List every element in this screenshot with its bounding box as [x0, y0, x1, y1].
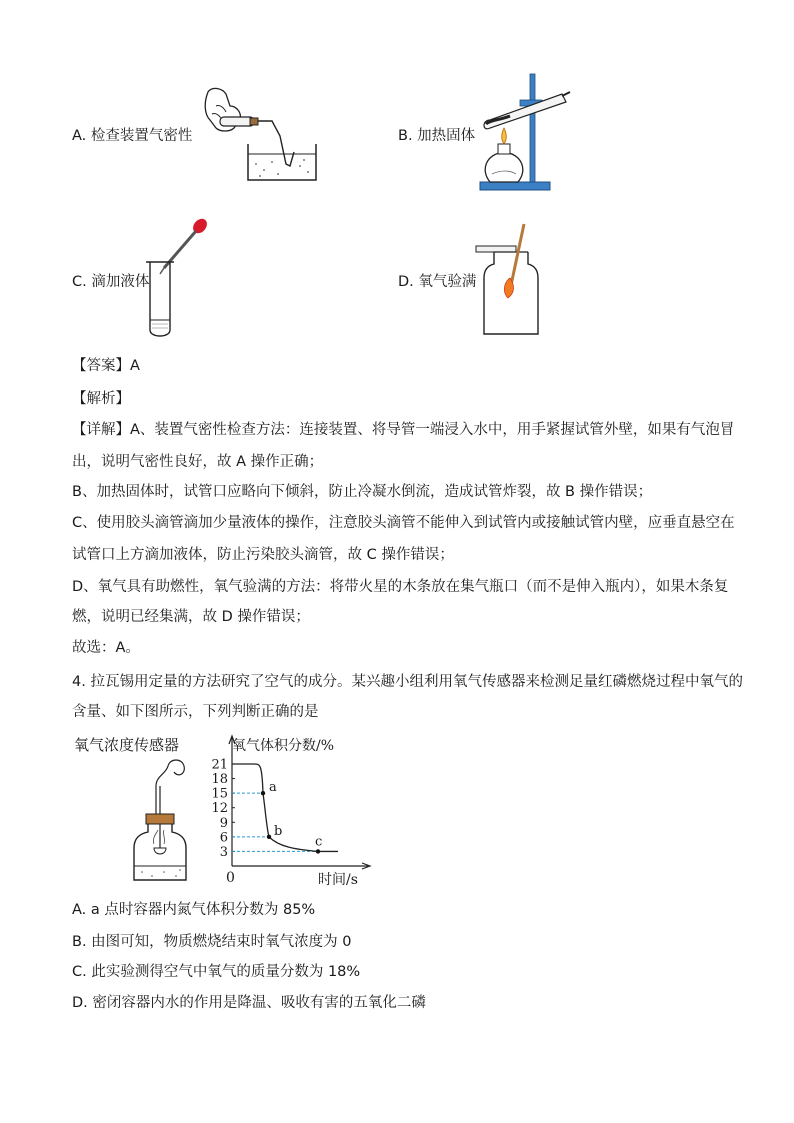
- y-tick-label: 12: [211, 801, 228, 817]
- point-label: b: [274, 823, 283, 839]
- y-tick-label: 3: [219, 844, 228, 860]
- heating-solid-illustration: [470, 70, 580, 198]
- q4-option-b: B. 由图可知，物质燃烧结束时氧气浓度为 0: [72, 934, 352, 950]
- sensor-bottle-illustration: [128, 756, 198, 886]
- question-4-stem-continued: 含量、如下图所示，下列判断正确的是: [72, 704, 319, 720]
- explanation-line: 燃，说明已经集满，故 D 操作错误；: [72, 609, 310, 625]
- x-axis-label: 时间/s: [318, 872, 358, 888]
- explanation-line: C、使用胶头滴管滴加少量液体的操作，注意胶头滴管不能伸入到试管内或接触试管内壁，应垂直悬空在: [72, 515, 735, 531]
- y-tick-label: 21: [211, 757, 228, 773]
- data-point: [261, 791, 265, 795]
- y-tick-label: 15: [211, 786, 228, 802]
- option-c-label: C. 滴加液体: [72, 274, 150, 290]
- q4-option-d: D. 密闭容器内水的作用是降温、吸收有害的五氧化二磷: [72, 995, 426, 1011]
- y-tick-label: 9: [219, 815, 228, 831]
- q4-option-c: C. 此实验测得空气中氧气的质量分数为 18%: [72, 964, 361, 980]
- explanation-line: B、加热固体时，试管口应略向下倾斜，防止冷凝水倒流，造成试管炸裂，故 B 操作错误；: [72, 484, 653, 500]
- y-tick-label: 18: [211, 772, 228, 788]
- data-point: [316, 849, 320, 853]
- explanation-line: 出，说明气密性良好，故 A 操作正确；: [72, 454, 324, 470]
- explanation-line: 试管口上方滴加液体，防止污染胶头滴管，故 C 操作错误；: [72, 547, 454, 563]
- sensor-label: 氧气浓度传感器: [74, 736, 180, 754]
- data-point: [267, 835, 271, 839]
- y-axis-label: 氧气体积分数/%: [232, 738, 335, 754]
- dropping-liquid-illustration: [140, 212, 210, 342]
- origin-label: 0: [226, 870, 235, 886]
- oxygen-volume-fraction-chart: [196, 730, 376, 892]
- explanation-line: D、氧气具有助燃性，氧气验满的方法：将带火星的木条放在集气瓶口（而不是伸入瓶内），如果木条复: [72, 579, 729, 595]
- q4-option-a: A. a 点时容器内氮气体积分数为 85%: [72, 902, 316, 918]
- point-label: c: [315, 834, 323, 850]
- explanation-line: 【详解】A、装置气密性检查方法：连接装置、将导管一端浸入水中，用手紧握试管外壁，如果有气泡冒: [72, 422, 735, 438]
- oxygen-full-check-illustration: [474, 220, 544, 338]
- analysis-tag: 【解析】: [72, 391, 130, 407]
- y-tick-label: 6: [219, 830, 228, 846]
- airtightness-check-illustration: [190, 84, 320, 184]
- explanation-line: 故选：A。: [72, 640, 140, 656]
- option-d-label: D. 氧气验满: [398, 274, 477, 290]
- answer-line: 【答案】A: [72, 358, 140, 374]
- point-label: a: [269, 780, 277, 796]
- question-4-stem: 4. 拉瓦锡用定量的方法研究了空气的成分。某兴趣小组利用氧气传感器来检测足量红磷燃烧过程中氧气的: [72, 674, 743, 690]
- option-a-label: A. 检查装置气密性: [72, 128, 193, 144]
- option-b-label: B. 加热固体: [398, 128, 476, 144]
